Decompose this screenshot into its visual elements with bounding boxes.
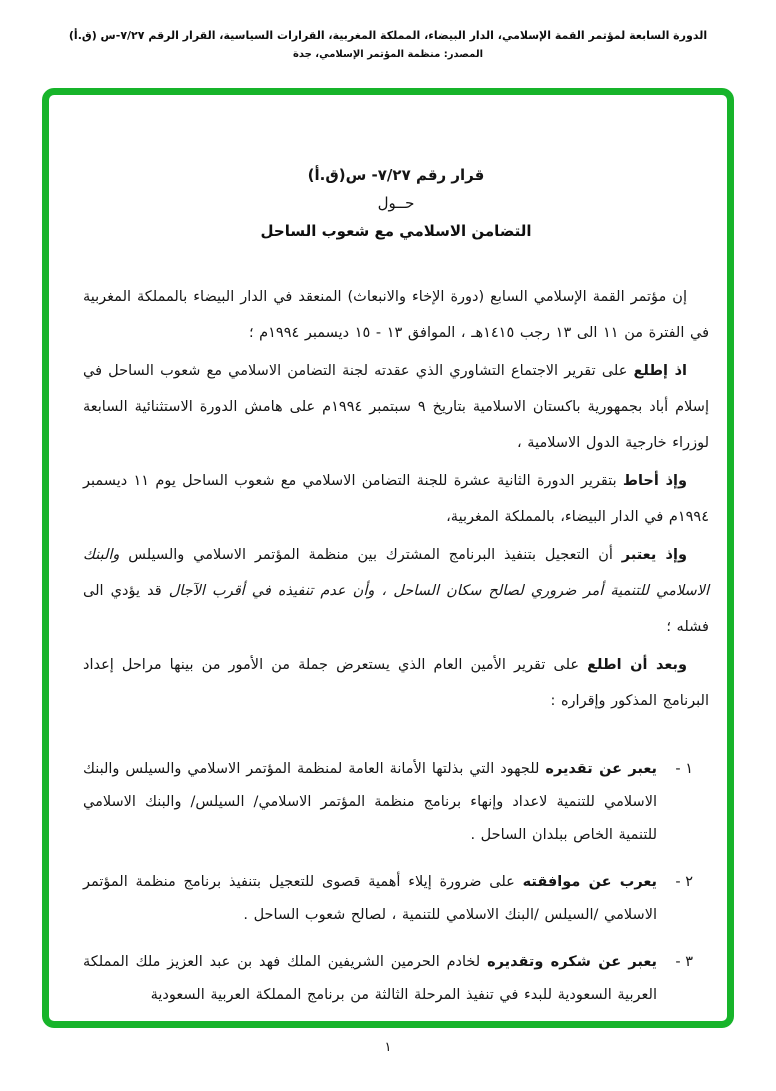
paragraph-lead: اذ إطلع: [633, 363, 687, 379]
preamble-paragraph-5: [83, 647, 709, 719]
resolution-subject: التضامن الاسلامي مع شعوب الساحل: [260, 222, 532, 240]
item-body: لخادم الحرمين الشريفين الملك فهد بن عبد العزيز ملك المملكة العربية السعودية للبدء في تنفيذ المرحلة الثالثة من برنامج المملكة العربية السعودية: [83, 954, 657, 1003]
document-frame: [42, 88, 734, 1028]
preamble-paragraph-4: [83, 537, 709, 645]
source-line: المصدر: منظمة المؤتمر الإسلامي، جدة: [292, 49, 484, 60]
paragraph-text: على تقرير الأمين العام الذي يستعرض جملة من الأمور من بينها مراحل إعداد البرنامج المذكور وإقراره :: [83, 657, 709, 709]
item-text: [83, 753, 657, 852]
preamble-paragraph-1: [83, 279, 709, 351]
paragraph-tail: قد يؤدي الى فشله ؛: [83, 583, 709, 635]
resolution-title-block: [83, 161, 709, 245]
paragraph-lead: وبعد أن اطلع: [587, 657, 688, 673]
citation-line: الدورة السابعة لمؤتمر القمة الإسلامي، الدار البيضاء، المملكة المغربية، القرارات السياسية، القرار الرقم ٧/٢٧-س (ق.أ): [68, 29, 708, 42]
operative-item-2: [83, 866, 693, 932]
item-number: ٢ -: [675, 874, 693, 890]
item-body: للجهود التي بذلتها الأمانة العامة لمنظمة المؤتمر الاسلامي والسيلس والبنك الاسلامي للتنمية لاعداد وإنهاء برنامج منظمة المؤتمر الاسلامي/ السيلس/ والبنك الاسلامي للتنمية الخاص ببلدان الساحل .: [83, 761, 657, 843]
item-body: على ضرورة إيلاء أهمية قصوى للتعجيل بتنفيذ برنامج منظمة المؤتمر الاسلامي /السيلس /البنك الاسلامي للتنمية ، لصالح شعوب الساحل .: [83, 874, 657, 923]
preamble-paragraph-3: [83, 463, 709, 535]
item-number: ١ -: [675, 761, 693, 777]
resolution-connector: حــول: [377, 194, 415, 212]
item-lead: يعبر عن شكره وتقديره: [487, 954, 657, 970]
paragraph-lead: وإذ يعتبر: [621, 547, 687, 563]
preamble-paragraph-2: [83, 353, 709, 461]
page-number: ١: [384, 1040, 392, 1055]
paragraph-lead: وإذ أحاط: [622, 473, 687, 489]
item-lead: يعبر عن تقديره: [545, 761, 658, 777]
paragraph-italic-text: والبنك الاسلامي للتنمية أمر ضروري لصالح سكان الساحل ، وأن عدم تنفيذه في أقرب الآجال: [83, 547, 709, 599]
paragraph-text: إن مؤتمر القمة الإسلامي السابع (دورة الإخاء والانبعاث) المنعقد في الدار البيضاء بالمملكة المغربية في الفترة من ١١ الى ١٣ رجب ١٤١٥هـ ، الموافق ١٣ - ١٥ ديسمبر ١٩٩٤م ؛: [83, 289, 709, 341]
paragraph-text: أن التعجيل بتنفيذ البرنامج المشترك بين منظمة المؤتمر الاسلامي والسيلس: [119, 547, 622, 563]
paragraph-text: بتقرير الدورة الثانية عشرة للجنة التضامن الاسلامي مع شعوب الساحل يوم ١١ ديسمبر ١٩٩٤م في الدار البيضاء، بالمملكة المغربية،: [83, 473, 709, 525]
document-citation-header: [0, 0, 776, 62]
paragraph-text: على تقرير الاجتماع التشاوري الذي عقدته لجنة التضامن الاسلامي مع شعوب الساحل في إسلام أباد بجمهورية باكستان الاسلامية بتاريخ ٩ سبتمبر ١٩٩٤م على هامش الدورة الاستثنائية السابعة لوزراء خارجية الدول الاسلامية ،: [83, 363, 709, 451]
item-lead: يعرب عن موافقته: [522, 874, 658, 890]
operative-item-3: [83, 946, 693, 1012]
operative-clauses-list: [83, 753, 709, 1012]
resolution-number: قرار رقم ٧/٢٧- س(ق.أ): [307, 166, 485, 184]
item-text: [83, 946, 657, 1012]
operative-item-1: [83, 753, 693, 852]
item-number: ٣ -: [675, 954, 693, 970]
item-text: [83, 866, 657, 932]
